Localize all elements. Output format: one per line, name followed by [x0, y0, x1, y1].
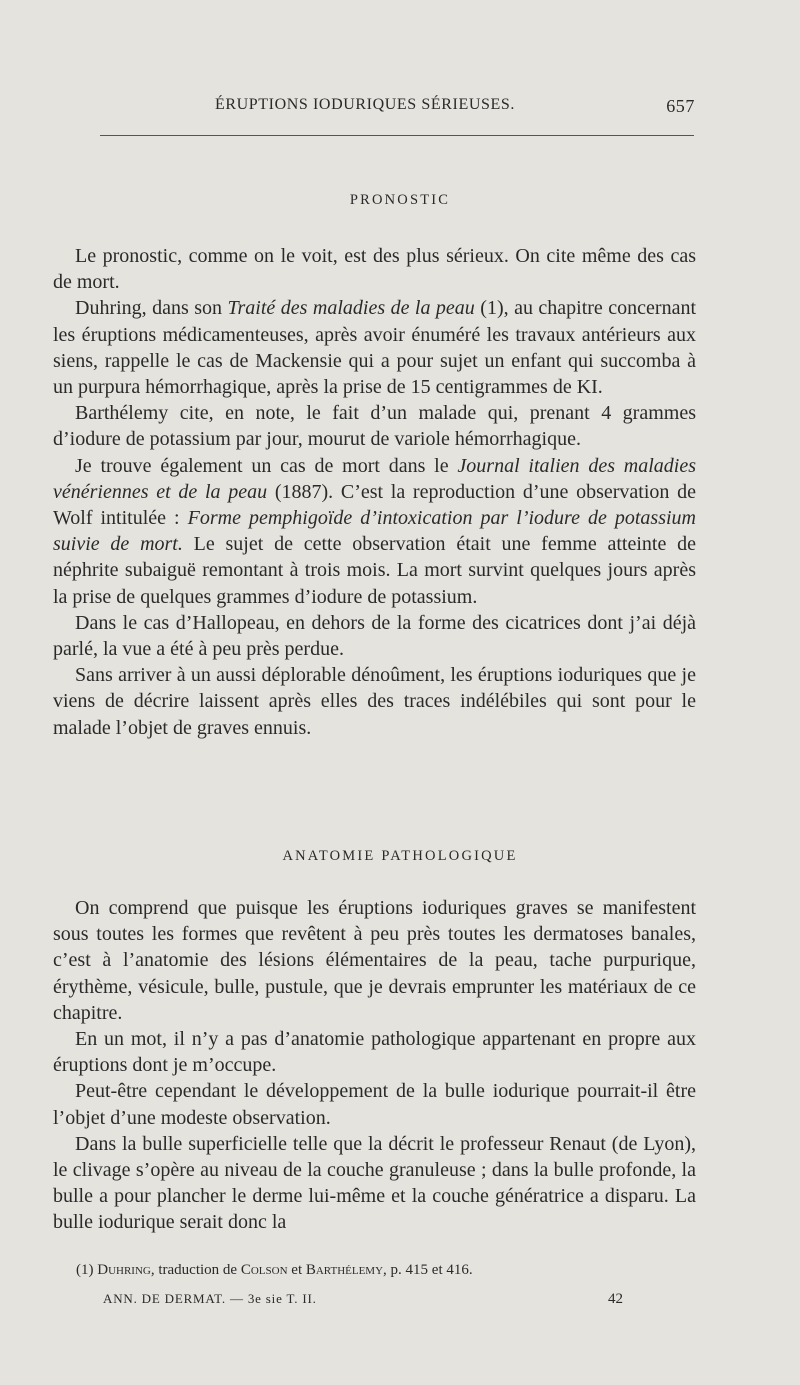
section-title-anatomie: ANATOMIE PATHOLOGIQUE — [282, 848, 518, 864]
paragraph: Le pronostic, comme on le voit, est des plus sérieux. On cite même des cas de mort. — [53, 245, 696, 294]
footnote: (1) Duhring, traduction de Colson et Barthélemy, p. 415 et 416. — [76, 1262, 473, 1278]
running-header — [215, 96, 695, 114]
running-title: ÉRUPTIONS IODURIQUES SÉRIEUSES. — [215, 96, 515, 113]
paragraph: On comprend que puisque les éruptions ioduriques graves se manifestent sous toutes les formes que revêtent à peu près toutes les dermatoses banales, c’est à l’anatomie des lésions élémentaires de la peau, tache purpurique, érythème, vésicule, bulle, pustule, que je devrais emprunter les matériaux de ce chapitre. — [53, 897, 696, 1024]
paragraph: En un mot, il n’y a pas d’anatomie pathologique appartenant en propre aux éruptions dont je m’occupe. — [53, 1028, 696, 1077]
section-title-pronostic: PRONOSTIC — [349, 192, 451, 208]
signature-number: 42 — [608, 1291, 623, 1307]
page-number: 657 — [666, 96, 695, 116]
paragraph: Dans la bulle superficielle telle que la décrit le professeur Renaut (de Lyon), le clivage s’opère au niveau de la couche granuleuse ; dans la bulle profonde, la bulle a pour plancher le derme lui-même et la couche génératrice a disparu. La bulle iodurique serait donc la — [53, 1132, 696, 1234]
paragraph: Peut-être cependant le développement de la bulle iodurique pourrait-il être l’objet d’une modeste observation. — [53, 1080, 696, 1129]
paragraph: Je trouve également un cas de mort dans le Journal italien des maladies vénériennes et de la peau (1887). C’est la reproduction d’une observation de Wolf intitulée : Forme pemphigoïde d’intoxication par l’iodure de potassium suivie de mort. Le sujet de cette observation était une femme atteinte de néphrite subaiguë remontant à trois mois. La mort survint quelques jours après la prise de quelques grammes d’iodure de potassium. — [53, 454, 696, 608]
paragraph: Dans le cas d’Hallopeau, en dehors de la forme des cicatrices dont j’ai déjà parlé, la vue a été à peu près perdue. — [53, 611, 696, 661]
signature-text: ANN. DE DERMAT. — 3e sie T. II. — [103, 1291, 317, 1306]
header-rule — [100, 135, 694, 136]
pronostic-body — [53, 243, 696, 741]
signature-line — [103, 1291, 623, 1307]
paragraph: Sans arriver à un aussi déplorable dénoûment, les éruptions ioduriques que je viens de décrire laissent après elles des traces indélébiles qui sont pour le malade l’objet de graves ennuis. — [53, 664, 696, 739]
paragraph: Duhring, dans son Traité des maladies de la peau (1), au chapitre concernant les éruptions médicamenteuses, après avoir énuméré les travaux antérieurs aux siens, rappelle le cas de Mackensie qui a pour sujet un enfant qui succomba à un purpura hémorrhagique, après la prise de 15 centigrammes de KI. — [53, 297, 696, 399]
anatomie-body — [53, 895, 696, 1236]
paragraph: Barthélemy cite, en note, le fait d’un malade qui, prenant 4 grammes d’iodure de potassium par jour, mourut de variole hémorrhagique. — [53, 402, 696, 451]
